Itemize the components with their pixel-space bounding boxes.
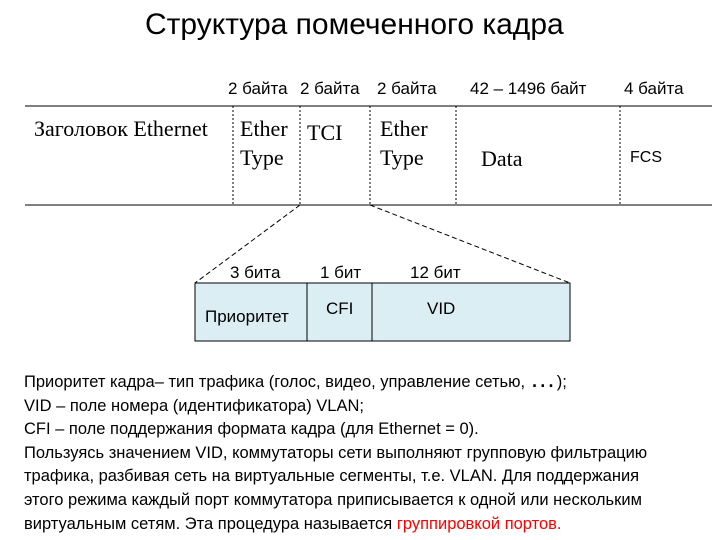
size-label-vid: 12 бит [410, 263, 461, 282]
description-line-5: трафика, разбивая сеть на виртуальные сегменты, т.е. VLAN. Для поддержания [24, 467, 640, 486]
description-line-2: VID – поле номера (идентификатора) VLAN; [24, 396, 364, 415]
size-label-tci: 2 байта [300, 79, 360, 98]
field-ether-type-1-line2: Type [240, 145, 284, 170]
size-label-cfi: 1 бит [320, 263, 362, 282]
size-label-priority: 3 бита [230, 263, 281, 282]
description-line-4: Пользуясь значением VID, коммутаторы сети выполняют групповую фильтрацию [24, 443, 648, 462]
size-label-data: 42 – 1496 байт [470, 79, 587, 98]
tci-field-vid: VID [427, 299, 456, 318]
size-label-fcs: 4 байта [624, 79, 684, 98]
description-line-3: CFI – поле поддержания формата кадра (для Ethernet = 0). [24, 420, 479, 439]
highlight-port-grouping: группировкой портов. [396, 514, 562, 533]
description-line-1: Приоритет кадра– тип трафика (голос, видео, управление сетью, …); [24, 363, 567, 393]
tci-field-priority: Приоритет [205, 307, 289, 326]
size-label-ether-type-1: 2 байта [228, 79, 288, 98]
field-data: Data [481, 146, 523, 171]
page-title: Структура помеченного кадра [145, 8, 564, 41]
field-ether-type-2-line2: Type [380, 145, 424, 170]
field-ether-type-2-line1: Ether [380, 116, 428, 141]
ellipsis: … [529, 363, 557, 393]
field-ether-type-1-line1: Ether [240, 116, 288, 141]
description-line-6: этого режима каждый порт коммутатора приписывается к одной или нескольким [24, 490, 642, 509]
field-tci: TCI [307, 120, 343, 145]
size-label-ether-type-2: 2 байта [377, 79, 437, 98]
zoom-line-right [370, 205, 570, 283]
description [24, 363, 714, 536]
field-ethernet-header: Заголовок Ethernet [34, 116, 208, 141]
tci-field-cfi: CFI [326, 299, 354, 318]
field-fcs: FCS [630, 149, 662, 166]
description-line-7: виртуальным сетям. Эта процедура называется группировкой портов. [24, 514, 562, 533]
